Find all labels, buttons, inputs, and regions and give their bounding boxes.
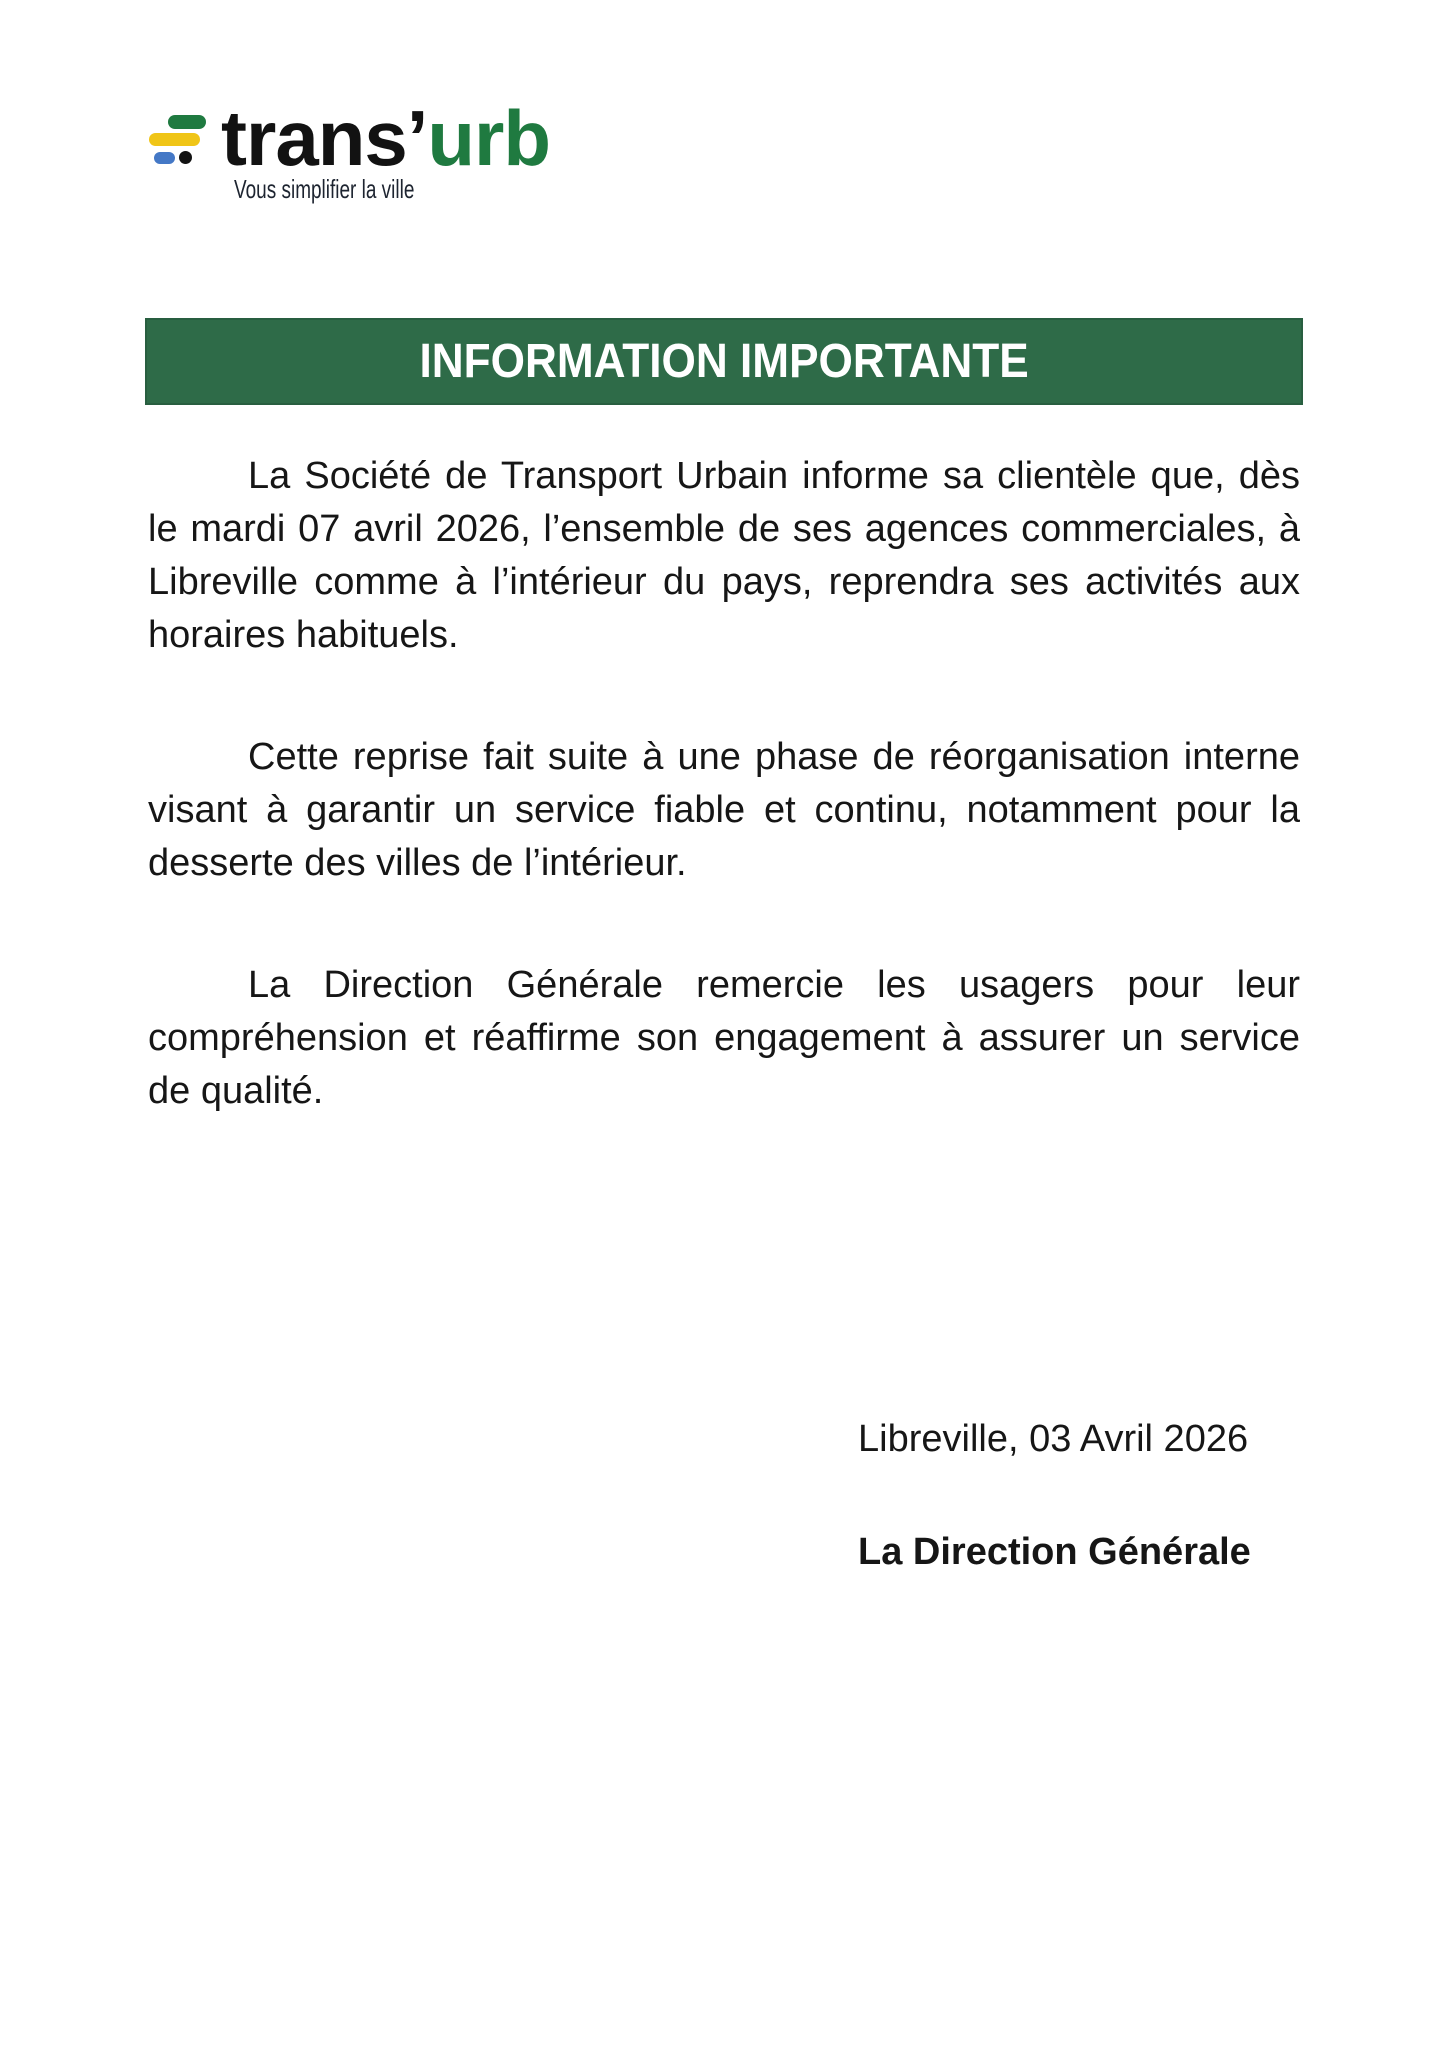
notice-paragraph-3: La Direction Générale remercie les usagers pour leur compréhension et réaffirme son engagement à assurer un service de qualité. [148, 964, 1300, 1112]
logo-bar-blue [154, 152, 175, 164]
important-information-banner [145, 318, 1303, 405]
logo-dot-black [179, 151, 192, 164]
logo-bar-green [168, 115, 206, 129]
brand-wordmark-black: trans’ [221, 94, 428, 182]
brand-tagline: Vous simplifier la ville [234, 174, 415, 204]
closing-block [858, 1413, 1251, 1579]
notice-paragraph-2: Cette reprise fait suite à une phase de réorganisation interne visant à garantir un service fiable et continu, notamment pour la desserte des villes de l’intérieur. [148, 736, 1300, 884]
notice-paragraph-1: La Société de Transport Urbain informe sa clientèle que, dès le mardi 07 avril 2026, l’ensemble de ses agences commerciales, à Libreville comme à l’intérieur du pays, reprendra ses activités aux horaires habituels. [148, 455, 1300, 656]
brand-logo-icon [149, 115, 207, 165]
brand-wordmark [221, 94, 551, 182]
brand-wordmark-green: urb [427, 94, 551, 182]
banner-title: INFORMATION IMPORTANTE [419, 334, 1029, 388]
notice-body [148, 450, 1300, 1118]
logo-bar-yellow [149, 133, 200, 146]
dateline: Libreville, 03 Avril 2026 [858, 1418, 1249, 1460]
signature: La Direction Générale [858, 1531, 1251, 1573]
